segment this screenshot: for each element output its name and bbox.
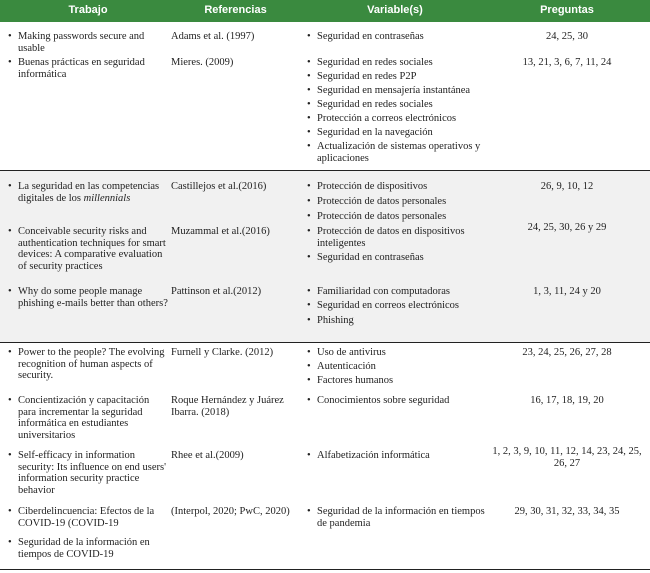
table-row-variable: • Protección a correos electrónicos (307, 113, 492, 125)
table-row-preguntas: 29, 30, 31, 32, 33, 34, 35 (514, 506, 620, 517)
table-row-trabajo: • Ciberdelincuencia: Efectos de la COVID-19 (COVID-19 (8, 506, 178, 529)
group-divider (0, 342, 650, 343)
table-row-variable: • Factores humanos (307, 375, 492, 387)
table-row-preguntas: 16, 17, 18, 19, 20 (530, 395, 604, 406)
table-row-variable: • Protección de datos en dispositivos inteligentes (307, 226, 492, 249)
table-row-variable: • Seguridad en la navegación (307, 127, 492, 139)
table-row-variable: • Familiaridad con computadoras (307, 286, 492, 298)
table-row-variable: • Protección de datos personales (307, 211, 492, 223)
table-row-preguntas: 26, 9, 10, 12 (540, 181, 594, 192)
table-row-trabajo: • Self-efficacy in information security: Its influence on end users' information security practice behavior (8, 450, 168, 496)
table-row-variable: • Uso de antivirus (307, 347, 492, 359)
table-row-variable: • Seguridad de la información en tiempos de pandemia (307, 506, 492, 529)
table-row-trabajo: • Why do some people manage phishing e-mails better than others? (8, 286, 168, 309)
table-row-variable: • Protección de dispositivos (307, 181, 492, 193)
table-row-referencia: Furnell y Clarke. (2012) (171, 347, 274, 358)
header-preguntas: Preguntas (540, 4, 594, 16)
table-row-trabajo: • Concientización y capacitación para incrementar la seguridad informática en estudiantes universitarios (8, 395, 168, 441)
table-header (0, 0, 650, 22)
table-bottom-rule (0, 569, 650, 570)
table-row-referencia: Rhee et al.(2009) (171, 450, 244, 461)
group-divider (0, 170, 650, 171)
table-row-referencia: (Interpol, 2020; PwC, 2020) (171, 506, 290, 517)
table-row-preguntas: 1, 2, 3, 9, 10, 11, 12, 14, 23, 24, 25, 26, 27 (492, 446, 642, 469)
table-row-variable: • Seguridad en redes P2P (307, 71, 492, 83)
table-row-variable: • Seguridad en correos electrónicos (307, 300, 492, 312)
table-row-variable: • Seguridad en contraseñas (307, 31, 497, 43)
table-row-variable: • Alfabetización informática (307, 450, 492, 462)
table-row-trabajo: • Seguridad de la información en tiempos de COVID-19 (8, 537, 168, 560)
table-row-referencia: Mieres. (2009) (171, 57, 234, 68)
table-row-variable: • Seguridad en contraseñas (307, 252, 492, 264)
table-row-trabajo: • Making passwords secure and usable (8, 31, 168, 54)
table-row-variable: • Seguridad en redes sociales (307, 99, 492, 111)
table-row-preguntas: 13, 21, 3, 6, 7, 11, 24 (522, 57, 612, 68)
table-row-referencia: Castillejos et al.(2016) (171, 181, 267, 192)
table-row-referencia: Muzammal et al.(2016) (171, 226, 270, 237)
table-row-variable: • Actualización de sistemas operativos y aplicaciones (307, 141, 492, 164)
table-row-referencia: Adams et al. (1997) (171, 31, 255, 42)
table-row-variable: • Seguridad en mensajería instantánea (307, 85, 492, 97)
table-row-variable: • Seguridad en redes sociales (307, 57, 492, 69)
table-row-referencia: Pattinson et al.(2012) (171, 286, 262, 297)
table-row-variable: • Conocimientos sobre seguridad (307, 395, 492, 407)
table-row-trabajo: • Conceivable security risks and authentication techniques for smart devices: A comparative evaluation of security practices (8, 226, 168, 272)
table-row-preguntas: 1, 3, 11, 24 y 20 (533, 286, 601, 297)
header-referencias: Referencias (204, 4, 267, 16)
table-row-referencia: Roque Hernández y Juárez Ibarra. (2018) (171, 395, 284, 418)
table-row-preguntas: 24, 25, 30 (546, 31, 588, 42)
table-row-variable: • Protección de datos personales (307, 196, 492, 208)
table-row-variable: • Autenticación (307, 361, 492, 373)
header-variables: Variable(s) (367, 4, 423, 16)
table-row-preguntas: 23, 24, 25, 26, 27, 28 (522, 347, 612, 358)
header-trabajo: Trabajo (68, 4, 108, 16)
table-row-preguntas: 24, 25, 30, 26 y 29 (527, 222, 607, 233)
table-row-variable: • Phishing (307, 315, 492, 327)
table-row-trabajo: • La seguridad en las competencias digitales de los millennials (8, 181, 168, 204)
table-row-trabajo: • Power to the people? The evolving recognition of human aspects of security. (8, 347, 168, 382)
table-row-trabajo: • Buenas prácticas en seguridad informática (8, 57, 168, 80)
